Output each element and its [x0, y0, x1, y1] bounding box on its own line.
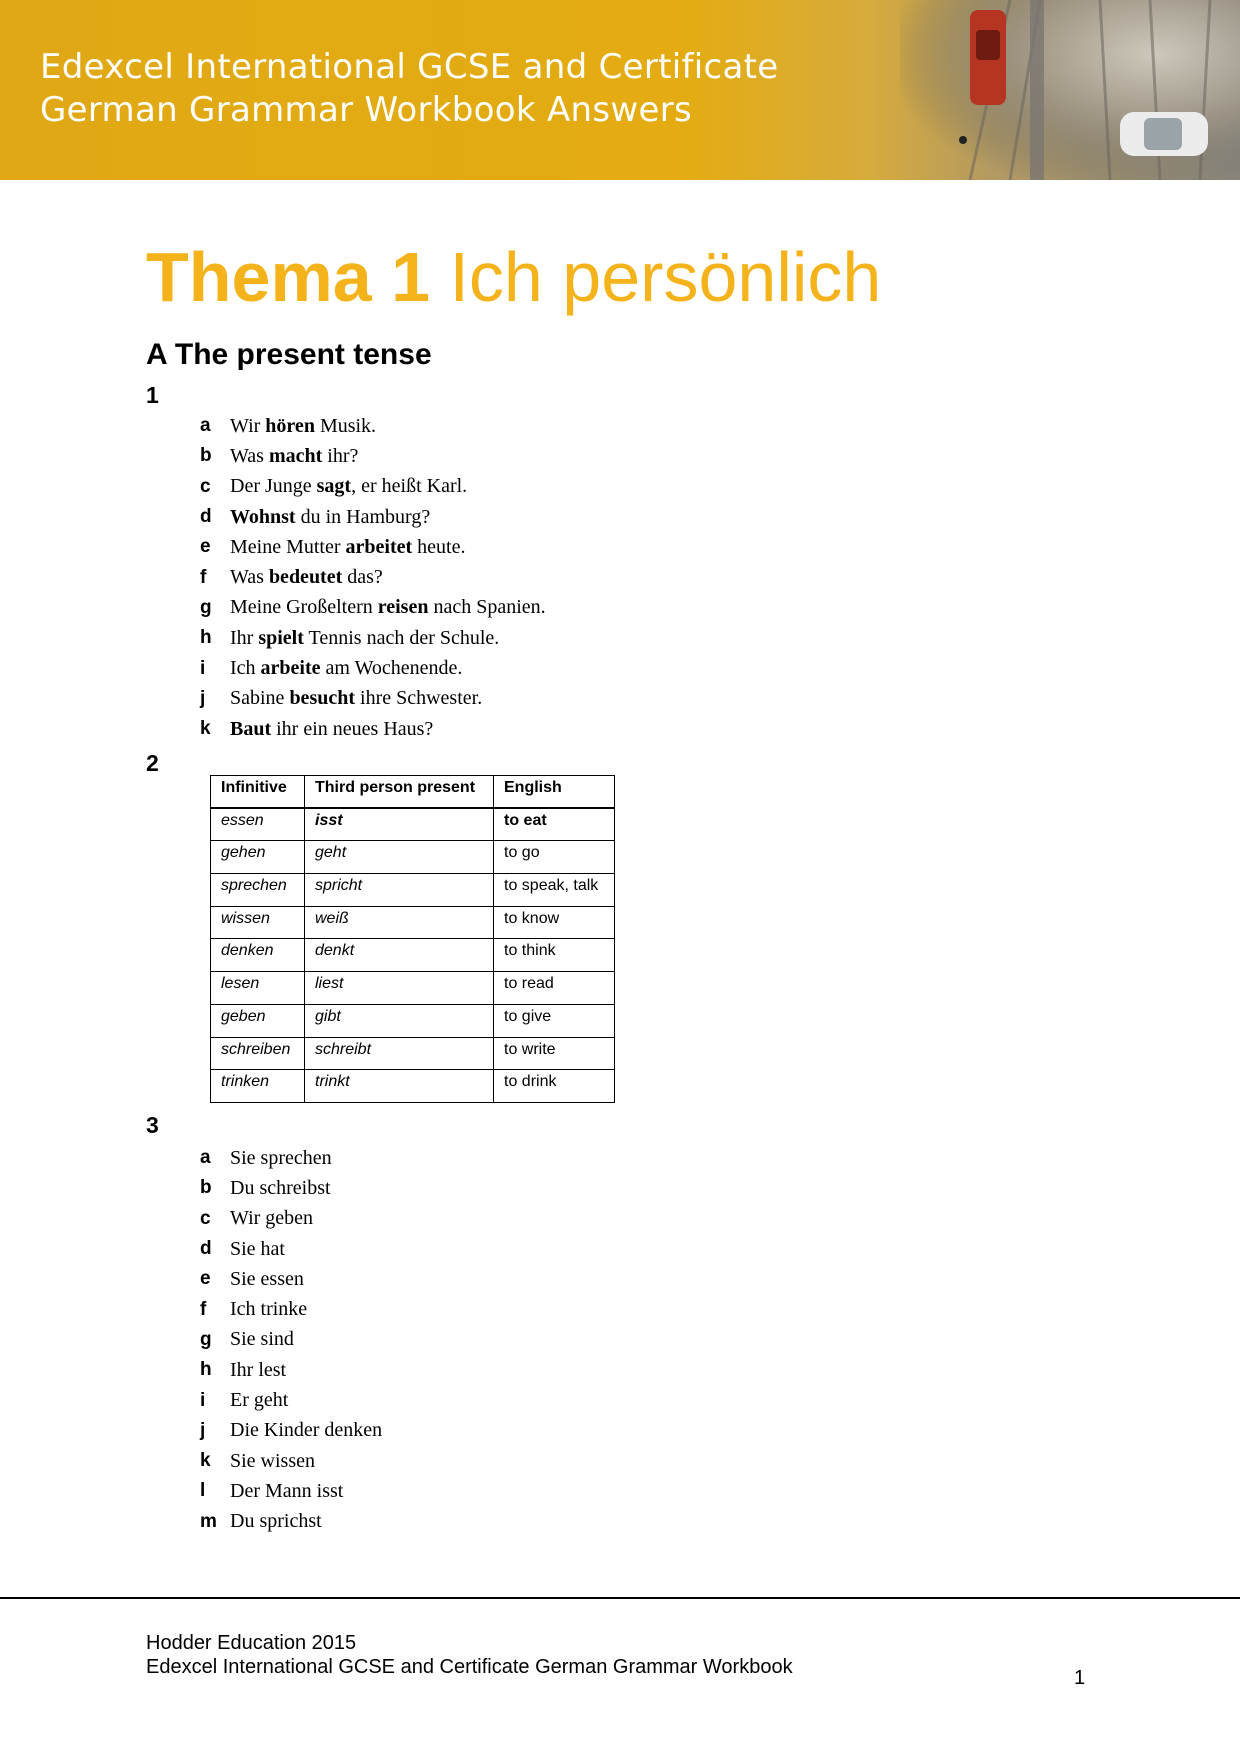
item-answer: Er geht	[230, 1389, 289, 1412]
third-person-cell: geht	[305, 841, 494, 874]
item-answer: Ich trinke	[230, 1298, 308, 1321]
section-title: A The present tense	[146, 338, 432, 371]
sentence-after: du in Hamburg?	[295, 505, 431, 528]
answer-verb: besucht	[289, 687, 356, 710]
english-cell: to think	[494, 939, 615, 972]
sentence-before: Was	[230, 566, 269, 589]
sentence-before: Meine Mutter	[230, 535, 346, 558]
list-item	[200, 1416, 382, 1446]
english-cell: to go	[494, 841, 615, 874]
list-item	[200, 1507, 382, 1537]
item-sentence	[230, 627, 499, 650]
item-letter: c	[200, 1207, 211, 1229]
item-sentence	[230, 687, 482, 710]
sentence-before: Ihr	[230, 626, 259, 649]
item-answer: Der Mann isst	[230, 1479, 344, 1502]
english-cell: to know	[494, 906, 615, 939]
sentence-after: am Wochenende.	[320, 657, 463, 680]
item-letter: f	[200, 1298, 207, 1320]
list-item	[200, 623, 546, 653]
infinitive-cell: lesen	[211, 972, 305, 1005]
header-infinitive: Infinitive	[211, 776, 305, 809]
english-cell: to read	[494, 972, 615, 1005]
page-title	[146, 232, 881, 322]
question-3-answers	[200, 1143, 382, 1537]
list-item	[200, 502, 546, 532]
sentence-before: Ich	[230, 657, 261, 680]
list-item	[200, 1264, 382, 1294]
page-number: 1	[1074, 1667, 1086, 1689]
infinitive-cell: trinken	[211, 1070, 305, 1103]
third-person-cell: spricht	[305, 874, 494, 907]
item-letter: b	[200, 445, 212, 467]
footer-divider	[0, 1597, 1240, 1599]
infinitive-cell: wissen	[211, 906, 305, 939]
table-row	[211, 808, 615, 841]
table-row	[211, 841, 615, 874]
table-row	[211, 906, 615, 939]
car-tower-photo	[860, 0, 1240, 180]
item-answer: Die Kinder denken	[230, 1419, 383, 1442]
list-item	[200, 714, 546, 744]
item-answer: Wir geben	[230, 1207, 314, 1230]
sentence-after: ihre Schwester.	[355, 687, 483, 710]
sentence-before: Wir	[230, 414, 266, 437]
item-letter: d	[200, 1238, 212, 1260]
table-row	[211, 874, 615, 907]
workbook-title-line1: Edexcel International GCSE and Certificate	[40, 47, 779, 87]
answer-verb: spielt	[258, 626, 304, 649]
list-item	[200, 1173, 382, 1203]
item-sentence	[230, 718, 433, 741]
infinitive-cell: essen	[211, 808, 305, 841]
item-letter: g	[200, 1328, 212, 1350]
item-letter: e	[200, 1268, 211, 1290]
verb-table	[210, 775, 615, 1103]
table-row	[211, 1037, 615, 1070]
infinitive-cell: schreiben	[211, 1037, 305, 1070]
sentence-after: Musik.	[314, 414, 377, 437]
item-letter: g	[200, 596, 212, 618]
item-letter: d	[200, 506, 212, 528]
thema-title: Ich persönlich	[449, 238, 882, 316]
third-person-cell: weiß	[305, 906, 494, 939]
item-letter: j	[200, 1419, 206, 1441]
third-person-cell: trinkt	[305, 1070, 494, 1103]
workbook-title-line2: German Grammar Workbook Answers	[40, 90, 692, 130]
third-person-cell: liest	[305, 972, 494, 1005]
item-letter: a	[200, 415, 211, 437]
item-sentence	[230, 415, 376, 438]
item-answer: Du schreibst	[230, 1176, 331, 1199]
workbook-title	[40, 46, 779, 132]
sentence-after: nach Spanien.	[428, 596, 546, 619]
list-item	[200, 1204, 382, 1234]
third-person-cell: isst	[305, 808, 494, 841]
item-sentence	[230, 475, 467, 498]
question-number-3: 3	[146, 1112, 159, 1138]
item-answer: Du sprichst	[230, 1510, 322, 1533]
third-person-cell: denkt	[305, 939, 494, 972]
verb-table-body	[211, 808, 615, 1102]
infinitive-cell: sprechen	[211, 874, 305, 907]
sentence-after: ihr ein neues Haus?	[271, 717, 434, 740]
item-answer: Sie essen	[230, 1267, 304, 1290]
list-item	[200, 1385, 382, 1415]
list-item	[200, 1143, 382, 1173]
infinitive-cell: geben	[211, 1004, 305, 1037]
item-letter: i	[200, 1389, 206, 1411]
answer-verb: Wohnst	[230, 505, 296, 528]
item-sentence	[230, 657, 462, 680]
answer-verb: arbeitet	[345, 535, 413, 558]
sentence-after: heute.	[412, 535, 466, 558]
list-item	[200, 411, 546, 441]
answer-verb: sagt	[316, 475, 352, 498]
header-banner	[0, 0, 1240, 180]
answer-verb: hören	[265, 414, 315, 437]
header-english: English	[494, 776, 615, 809]
answer-verb: reisen	[377, 596, 429, 619]
list-item	[200, 441, 546, 471]
table-row	[211, 1070, 615, 1103]
sentence-before: Der Junge	[230, 475, 317, 498]
list-item	[200, 1234, 382, 1264]
item-sentence	[230, 445, 358, 468]
item-letter: i	[200, 657, 206, 679]
english-cell: to drink	[494, 1070, 615, 1103]
item-answer: Sie sind	[230, 1328, 294, 1351]
sentence-before: Was	[230, 444, 269, 467]
question-number-2: 2	[146, 750, 159, 776]
english-cell: to give	[494, 1004, 615, 1037]
infinitive-cell: denken	[211, 939, 305, 972]
sentence-before: Meine Großeltern	[230, 596, 378, 619]
item-sentence	[230, 566, 383, 589]
list-item	[200, 562, 546, 592]
header-third-person: Third person present	[305, 776, 494, 809]
list-item	[200, 684, 546, 714]
table-row	[211, 939, 615, 972]
list-item	[200, 593, 546, 623]
item-letter: b	[200, 1177, 212, 1199]
list-item	[200, 1325, 382, 1355]
sentence-after: ihr?	[322, 444, 359, 467]
list-item	[200, 1355, 382, 1385]
sentence-before: Sabine	[230, 687, 290, 710]
list-item	[200, 1446, 382, 1476]
list-item	[200, 653, 546, 683]
sentence-after: Tennis nach der Schule.	[303, 626, 500, 649]
answer-verb: bedeutet	[268, 566, 343, 589]
infinitive-cell: gehen	[211, 841, 305, 874]
question-1-answers	[200, 411, 546, 744]
list-item	[200, 1476, 382, 1506]
item-sentence	[230, 536, 465, 559]
item-letter: k	[200, 718, 211, 740]
item-sentence	[230, 596, 546, 619]
english-cell: to write	[494, 1037, 615, 1070]
footer-publisher: Hodder Education 2015	[146, 1632, 357, 1654]
answer-verb: arbeite	[260, 657, 321, 680]
thema-number: Thema 1	[146, 238, 430, 316]
footer-book-title: Edexcel International GCSE and Certificate German Grammar Workbook	[146, 1656, 793, 1678]
third-person-cell: gibt	[305, 1004, 494, 1037]
item-answer: Sie wissen	[230, 1449, 315, 1472]
sentence-after: das?	[342, 566, 383, 589]
answer-verb: Baut	[230, 717, 272, 740]
table-row	[211, 1004, 615, 1037]
list-item	[200, 472, 546, 502]
sentence-after: , er heißt Karl.	[351, 475, 468, 498]
item-letter: h	[200, 627, 212, 649]
english-cell: to eat	[494, 808, 615, 841]
item-letter: l	[200, 1480, 206, 1502]
item-letter: f	[200, 566, 207, 588]
item-answer: Sie sprechen	[230, 1146, 332, 1169]
item-letter: h	[200, 1359, 212, 1381]
item-letter: e	[200, 536, 211, 558]
english-cell: to speak, talk	[494, 874, 615, 907]
list-item	[200, 532, 546, 562]
item-letter: c	[200, 475, 211, 497]
answer-verb: macht	[268, 444, 323, 467]
item-letter: k	[200, 1450, 211, 1472]
item-answer: Ihr lest	[230, 1358, 287, 1381]
item-letter: m	[200, 1510, 217, 1532]
list-item	[200, 1294, 382, 1324]
item-sentence	[230, 506, 430, 529]
table-header-row	[211, 776, 615, 809]
item-letter: j	[200, 687, 206, 709]
table-row	[211, 972, 615, 1005]
third-person-cell: schreibt	[305, 1037, 494, 1070]
question-number-1: 1	[146, 382, 159, 408]
item-letter: a	[200, 1147, 211, 1169]
item-answer: Sie hat	[230, 1237, 285, 1260]
